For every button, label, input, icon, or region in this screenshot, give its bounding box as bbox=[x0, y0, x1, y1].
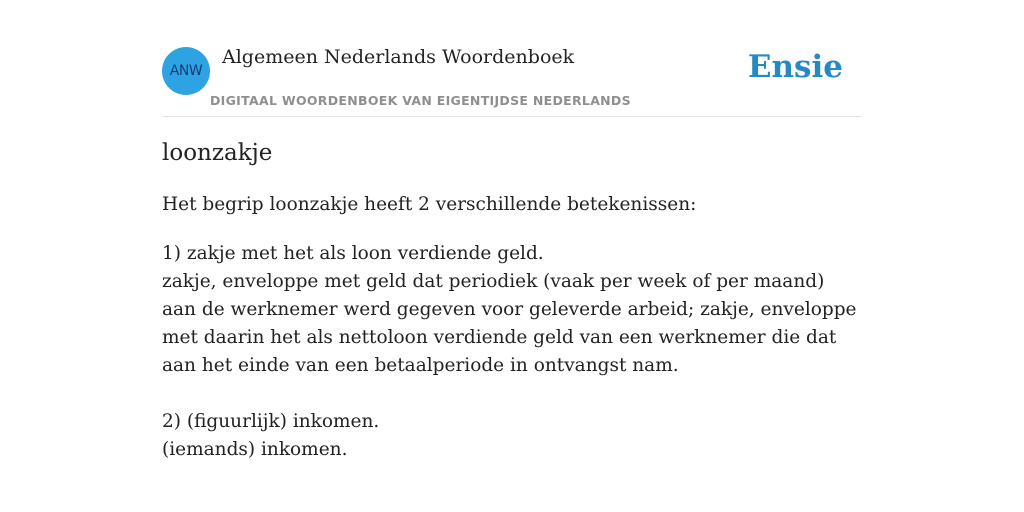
meaning-summary: 2) (figuurlijk) inkomen. bbox=[162, 411, 380, 432]
meaning-summary: 1) zakje met het als loon verdiende geld. bbox=[162, 243, 544, 264]
meaning-item bbox=[162, 240, 862, 380]
ensie-brand-logo[interactable]: Ensie bbox=[747, 49, 843, 85]
entry-title: loonzakje bbox=[162, 140, 273, 166]
meanings-list bbox=[162, 240, 862, 492]
dictionary-card bbox=[162, 0, 862, 460]
site-subtitle: DIGITAAL WOORDENBOEK VAN EIGENTIJDSE NEDERLANDS bbox=[210, 93, 631, 108]
meaning-item bbox=[162, 408, 862, 464]
meaning-definition: (iemands) inkomen. bbox=[162, 439, 348, 460]
anw-logo[interactable] bbox=[162, 47, 210, 95]
header bbox=[162, 0, 862, 117]
entry-intro: Het begrip loonzakje heeft 2 verschillende betekenissen: bbox=[162, 194, 697, 215]
site-title[interactable]: Algemeen Nederlands Woordenboek bbox=[222, 46, 575, 68]
logo-text: ANW bbox=[169, 63, 203, 79]
meaning-definition: zakje, enveloppe met geld dat periodiek (vaak per week of per maand) aan de werknemer werd gegeven voor geleverde arbeid; zakje, enveloppe met daarin het als nettoloon verdiende geld van een werknemer die dat aan het einde van een betaalperiode in ontvangst nam. bbox=[162, 271, 857, 376]
